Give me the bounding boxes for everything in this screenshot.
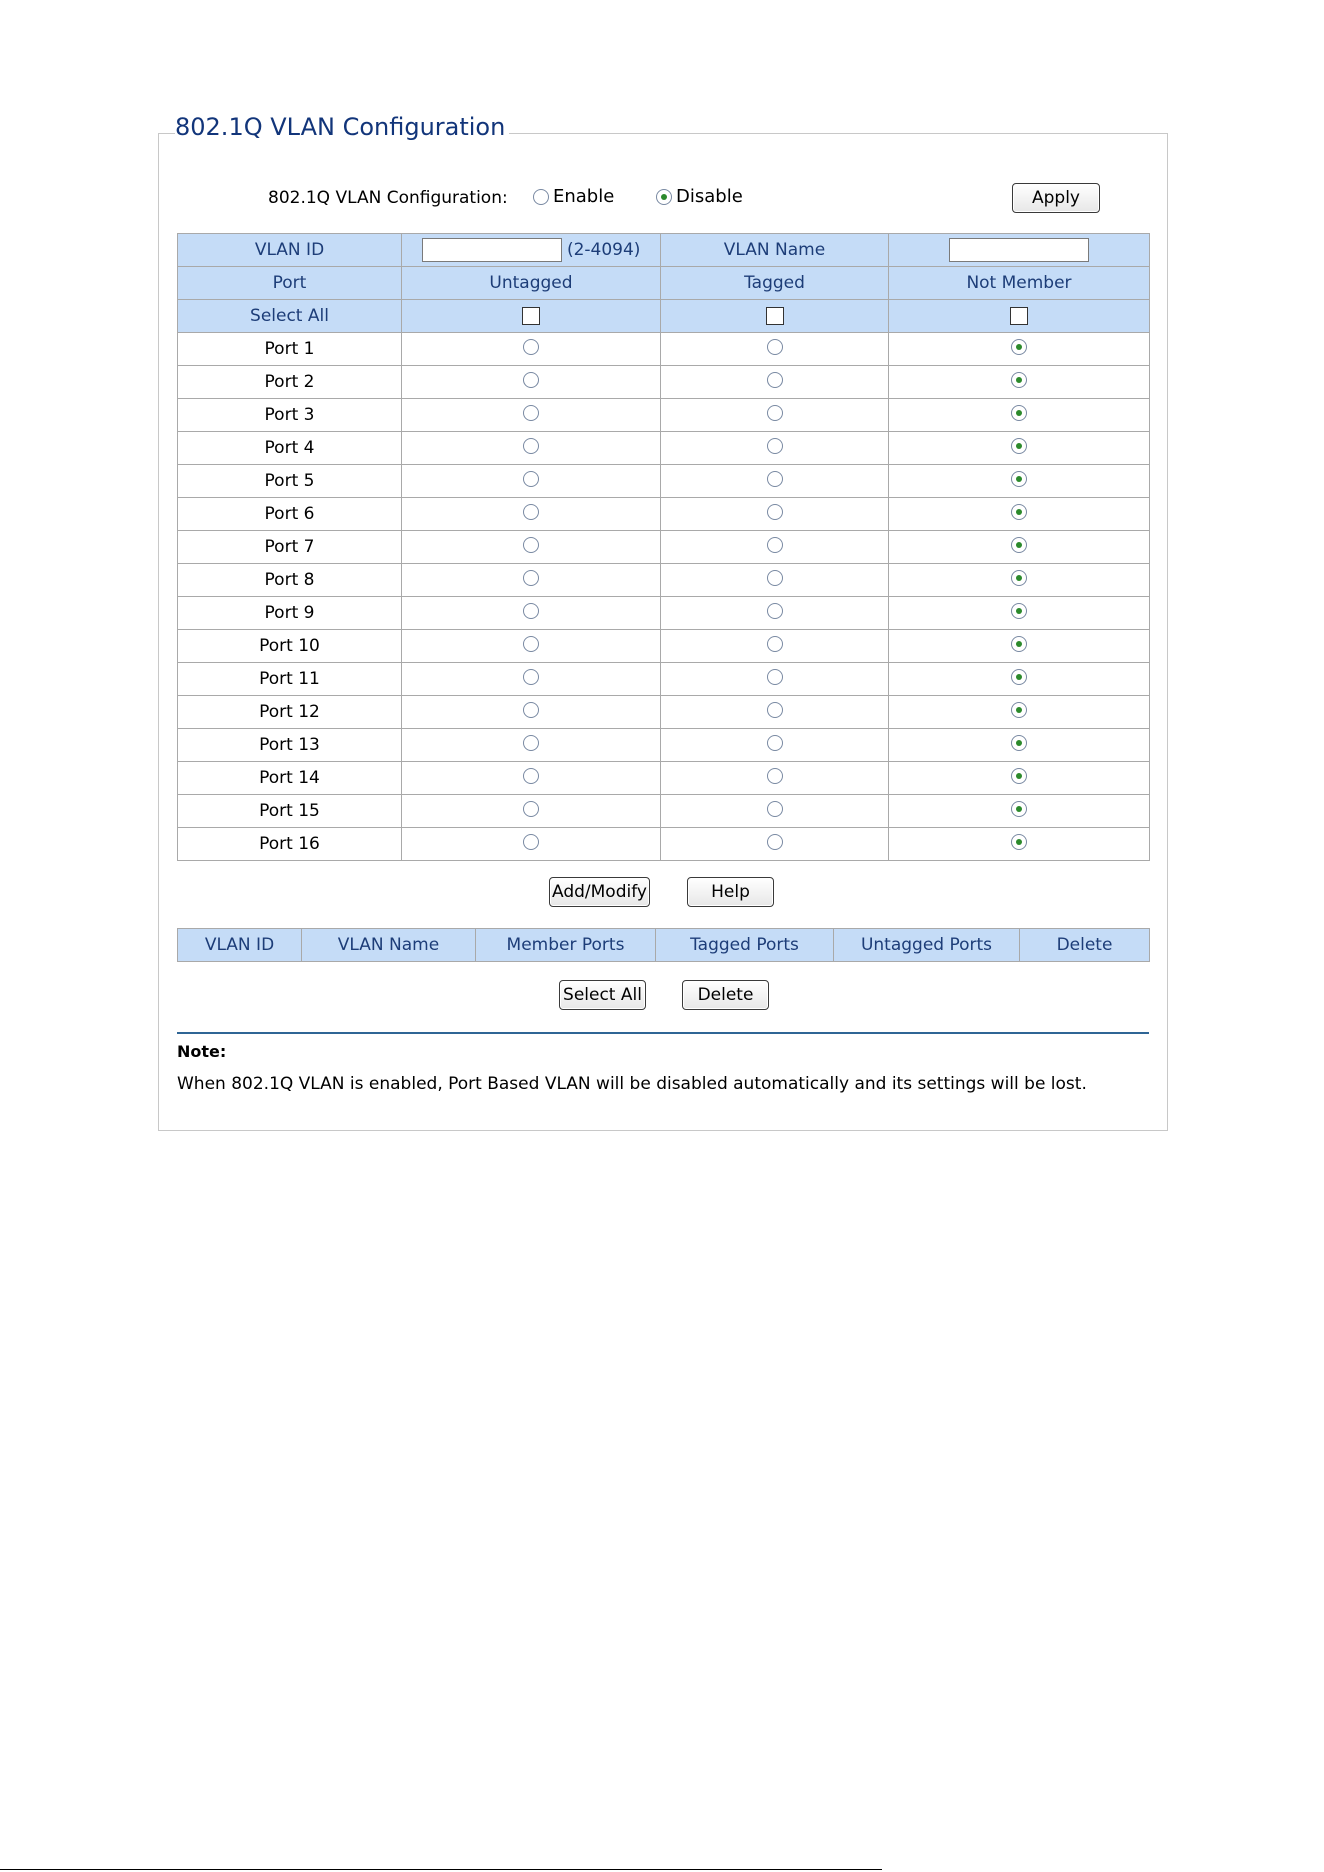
port-not-member-radio[interactable] xyxy=(1011,702,1027,718)
vlan-port-table xyxy=(177,233,1150,861)
port-untagged-cell xyxy=(402,465,661,498)
port-not-member-radio[interactable] xyxy=(1011,603,1027,619)
page-title: 802.1Q VLAN Configuration xyxy=(175,112,509,142)
port-untagged-cell xyxy=(402,531,661,564)
note-text: When 802.1Q VLAN is enabled, Port Based VLAN will be disabled automatically and its settings will be lost. xyxy=(177,1074,1087,1094)
port-not-member-cell xyxy=(889,465,1150,498)
port-name: Port 12 xyxy=(178,696,402,729)
port-tagged-cell xyxy=(661,828,889,861)
port-not-member-radio[interactable] xyxy=(1011,834,1027,850)
port-not-member-radio[interactable] xyxy=(1011,570,1027,586)
list-vlan-name-header: VLAN Name xyxy=(302,929,476,962)
help-button[interactable]: Help xyxy=(687,877,774,907)
list-untagged-ports-header: Untagged Ports xyxy=(834,929,1020,962)
port-name: Port 15 xyxy=(178,795,402,828)
port-not-member-cell xyxy=(889,432,1150,465)
port-not-member-radio[interactable] xyxy=(1011,372,1027,388)
port-untagged-radio[interactable] xyxy=(523,570,539,586)
vlan-id-range: (2-4094) xyxy=(566,240,641,260)
port-untagged-cell xyxy=(402,366,661,399)
port-not-member-radio[interactable] xyxy=(1011,438,1027,454)
port-tagged-cell xyxy=(661,795,889,828)
port-untagged-cell xyxy=(402,333,661,366)
apply-button[interactable]: Apply xyxy=(1012,183,1100,213)
port-not-member-cell xyxy=(889,498,1150,531)
port-row xyxy=(178,795,1150,828)
port-untagged-cell xyxy=(402,432,661,465)
note-title: Note: xyxy=(177,1042,227,1061)
port-not-member-radio[interactable] xyxy=(1011,504,1027,520)
port-row xyxy=(178,564,1150,597)
port-not-member-cell xyxy=(889,597,1150,630)
select-all-not-member-checkbox[interactable] xyxy=(1010,307,1028,325)
port-row xyxy=(178,762,1150,795)
vlan-name-cell xyxy=(889,234,1150,267)
disable-radio[interactable] xyxy=(656,189,672,205)
port-untagged-radio[interactable] xyxy=(523,372,539,388)
port-untagged-radio[interactable] xyxy=(523,768,539,784)
port-not-member-radio[interactable] xyxy=(1011,339,1027,355)
port-not-member-cell xyxy=(889,333,1150,366)
port-row xyxy=(178,597,1150,630)
port-untagged-radio[interactable] xyxy=(523,603,539,619)
port-name: Port 3 xyxy=(178,399,402,432)
port-untagged-radio[interactable] xyxy=(523,801,539,817)
port-name: Port 16 xyxy=(178,828,402,861)
port-row xyxy=(178,465,1150,498)
port-not-member-cell xyxy=(889,366,1150,399)
port-untagged-cell xyxy=(402,564,661,597)
port-row xyxy=(178,531,1150,564)
select-all-row xyxy=(178,300,1150,333)
enable-radio[interactable] xyxy=(533,189,549,205)
port-tagged-cell xyxy=(661,366,889,399)
port-tagged-radio[interactable] xyxy=(767,702,783,718)
port-tagged-radio[interactable] xyxy=(767,570,783,586)
port-tagged-cell xyxy=(661,696,889,729)
vlan-list-table xyxy=(177,928,1150,962)
port-tagged-radio[interactable] xyxy=(767,339,783,355)
port-not-member-radio[interactable] xyxy=(1011,669,1027,685)
port-name: Port 13 xyxy=(178,729,402,762)
port-row xyxy=(178,729,1150,762)
port-untagged-radio[interactable] xyxy=(523,834,539,850)
port-tagged-cell xyxy=(661,597,889,630)
port-name: Port 11 xyxy=(178,663,402,696)
port-not-member-radio[interactable] xyxy=(1011,768,1027,784)
note-divider xyxy=(177,1032,1149,1034)
port-not-member-cell xyxy=(889,663,1150,696)
port-tagged-radio[interactable] xyxy=(767,504,783,520)
not-member-header: Not Member xyxy=(889,267,1150,300)
port-tagged-cell xyxy=(661,399,889,432)
port-name: Port 8 xyxy=(178,564,402,597)
port-name: Port 6 xyxy=(178,498,402,531)
select-all-button[interactable]: Select All xyxy=(559,980,646,1010)
port-untagged-cell xyxy=(402,630,661,663)
port-tagged-radio[interactable] xyxy=(767,768,783,784)
vlan-config-label: 802.1Q VLAN Configuration: xyxy=(268,188,508,208)
port-not-member-cell xyxy=(889,828,1150,861)
port-untagged-cell xyxy=(402,828,661,861)
delete-button[interactable]: Delete xyxy=(682,980,769,1010)
select-all-tagged-checkbox[interactable] xyxy=(766,307,784,325)
port-tagged-cell xyxy=(661,465,889,498)
port-name: Port 14 xyxy=(178,762,402,795)
port-name: Port 9 xyxy=(178,597,402,630)
port-row xyxy=(178,432,1150,465)
port-tagged-radio[interactable] xyxy=(767,636,783,652)
tagged-header: Tagged xyxy=(661,267,889,300)
enable-radio-option[interactable] xyxy=(533,186,614,208)
port-tagged-cell xyxy=(661,762,889,795)
vlan-id-row xyxy=(178,234,1150,267)
vlan-list-header-row xyxy=(178,929,1150,962)
port-not-member-cell xyxy=(889,564,1150,597)
port-name: Port 1 xyxy=(178,333,402,366)
select-all-tagged-cell xyxy=(661,300,889,333)
port-not-member-radio[interactable] xyxy=(1011,471,1027,487)
list-delete-header: Delete xyxy=(1020,929,1150,962)
port-name: Port 10 xyxy=(178,630,402,663)
port-untagged-cell xyxy=(402,762,661,795)
port-row xyxy=(178,663,1150,696)
port-untagged-radio[interactable] xyxy=(523,438,539,454)
port-tagged-cell xyxy=(661,729,889,762)
port-untagged-radio[interactable] xyxy=(523,669,539,685)
port-untagged-radio[interactable] xyxy=(523,471,539,487)
enable-label: Enable xyxy=(553,186,615,207)
port-not-member-cell xyxy=(889,531,1150,564)
port-tagged-radio[interactable] xyxy=(767,669,783,685)
port-not-member-cell xyxy=(889,696,1150,729)
port-untagged-cell xyxy=(402,729,661,762)
port-name: Port 5 xyxy=(178,465,402,498)
disable-radio-option[interactable] xyxy=(656,186,743,208)
port-tagged-radio[interactable] xyxy=(767,471,783,487)
port-tagged-radio[interactable] xyxy=(767,438,783,454)
port-untagged-radio[interactable] xyxy=(523,405,539,421)
port-tagged-radio[interactable] xyxy=(767,834,783,850)
vlan-id-cell xyxy=(402,234,661,267)
select-all-untagged-cell xyxy=(402,300,661,333)
port-untagged-cell xyxy=(402,399,661,432)
port-tagged-cell xyxy=(661,333,889,366)
port-untagged-radio[interactable] xyxy=(523,636,539,652)
port-name: Port 4 xyxy=(178,432,402,465)
add-modify-button[interactable]: Add/Modify xyxy=(549,877,650,907)
port-tagged-cell xyxy=(661,630,889,663)
port-header: Port xyxy=(178,267,402,300)
port-row xyxy=(178,630,1150,663)
select-all-untagged-checkbox[interactable] xyxy=(522,307,540,325)
port-row xyxy=(178,696,1150,729)
port-not-member-radio[interactable] xyxy=(1011,801,1027,817)
port-tagged-cell xyxy=(661,564,889,597)
select-all-label: Select All xyxy=(178,300,402,333)
port-untagged-radio[interactable] xyxy=(523,702,539,718)
port-untagged-cell xyxy=(402,498,661,531)
port-row xyxy=(178,333,1150,366)
port-row xyxy=(178,366,1150,399)
port-not-member-cell xyxy=(889,399,1150,432)
port-tagged-cell xyxy=(661,531,889,564)
port-tagged-radio[interactable] xyxy=(767,405,783,421)
port-not-member-radio[interactable] xyxy=(1011,405,1027,421)
port-tagged-cell xyxy=(661,663,889,696)
vlan-id-input[interactable] xyxy=(422,238,562,262)
port-header-row xyxy=(178,267,1150,300)
vlan-id-label: VLAN ID xyxy=(178,234,402,267)
port-tagged-radio[interactable] xyxy=(767,603,783,619)
port-untagged-cell xyxy=(402,663,661,696)
port-tagged-radio[interactable] xyxy=(767,372,783,388)
port-tagged-cell xyxy=(661,498,889,531)
port-untagged-cell xyxy=(402,696,661,729)
port-untagged-radio[interactable] xyxy=(523,537,539,553)
port-not-member-cell xyxy=(889,729,1150,762)
port-not-member-cell xyxy=(889,630,1150,663)
port-row xyxy=(178,399,1150,432)
vlan-name-input[interactable] xyxy=(949,238,1089,262)
list-vlan-id-header: VLAN ID xyxy=(178,929,302,962)
port-not-member-radio[interactable] xyxy=(1011,537,1027,553)
disable-label: Disable xyxy=(676,186,743,207)
port-not-member-cell xyxy=(889,762,1150,795)
port-row xyxy=(178,498,1150,531)
vlan-config-panel xyxy=(158,113,1168,1131)
port-tagged-radio[interactable] xyxy=(767,735,783,751)
page-footer-rule xyxy=(0,1869,882,1870)
vlan-name-label: VLAN Name xyxy=(661,234,889,267)
untagged-header: Untagged xyxy=(402,267,661,300)
port-row xyxy=(178,828,1150,861)
port-untagged-cell xyxy=(402,597,661,630)
list-tagged-ports-header: Tagged Ports xyxy=(656,929,834,962)
list-member-ports-header: Member Ports xyxy=(476,929,656,962)
select-all-not-member-cell xyxy=(889,300,1150,333)
port-not-member-radio[interactable] xyxy=(1011,735,1027,751)
port-name: Port 2 xyxy=(178,366,402,399)
port-tagged-cell xyxy=(661,432,889,465)
port-untagged-radio[interactable] xyxy=(523,339,539,355)
port-not-member-radio[interactable] xyxy=(1011,636,1027,652)
port-name: Port 7 xyxy=(178,531,402,564)
port-untagged-radio[interactable] xyxy=(523,504,539,520)
port-untagged-radio[interactable] xyxy=(523,735,539,751)
port-tagged-radio[interactable] xyxy=(767,537,783,553)
port-not-member-cell xyxy=(889,795,1150,828)
port-tagged-radio[interactable] xyxy=(767,801,783,817)
port-untagged-cell xyxy=(402,795,661,828)
